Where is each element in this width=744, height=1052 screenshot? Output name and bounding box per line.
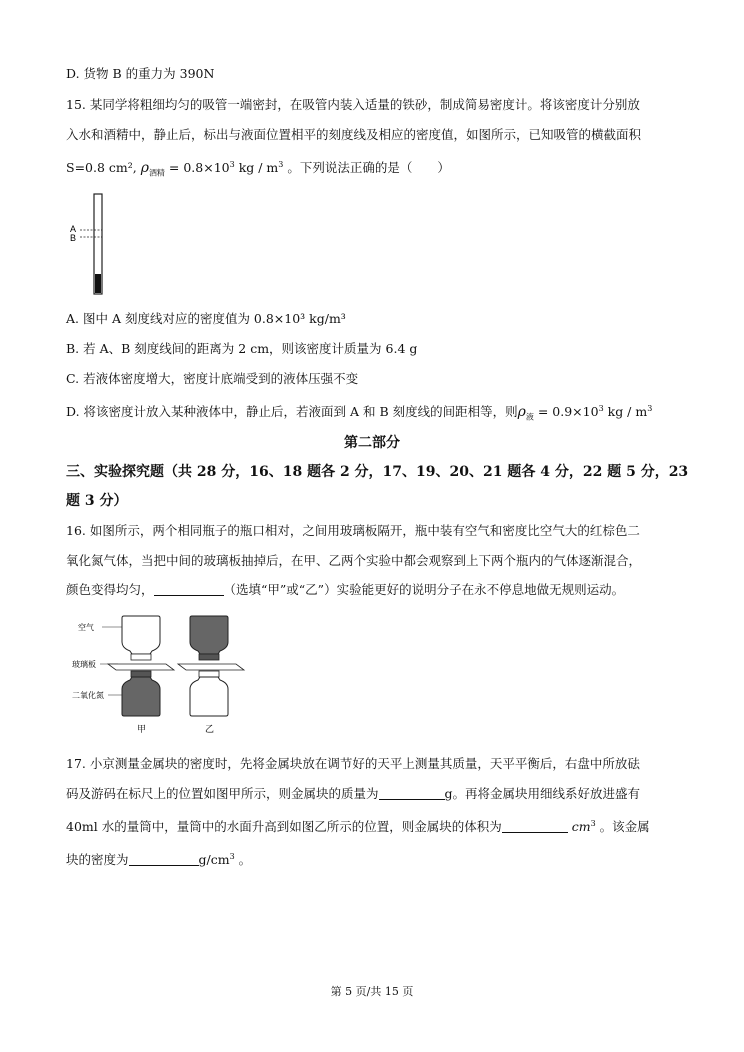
label-yi: 乙 <box>205 725 215 735</box>
q15-unit-exp: 3 <box>278 160 284 169</box>
q15-stem-line-2: 入水和酒精中，静止后，标出与液面位置相平的刻度线及相应的密度值，如图所示，已知吸管的横截面积 <box>66 127 642 142</box>
q15-option-d-value: = 0.9×10 <box>533 404 599 420</box>
q17-line-4-end: 。 <box>234 852 252 868</box>
q15-densimeter-figure <box>66 192 116 298</box>
label-jia: 甲 <box>137 725 147 735</box>
section-header-line-2: 题 3 分） <box>66 493 128 509</box>
figure-label-b: B <box>70 233 77 243</box>
q15-stem-line-3 <box>66 157 450 182</box>
q17-line-2-end: g。再将金属块用细线系好放进盛有 <box>444 786 641 801</box>
figure-label-a: A <box>70 224 77 234</box>
q17-line-3 <box>66 816 650 835</box>
mass-answer-blank[interactable] <box>379 787 445 800</box>
q15-density-unit: kg / m <box>234 160 279 176</box>
q17-line-4-start: 块的密度为 <box>66 852 129 868</box>
volume-answer-blank[interactable] <box>502 820 568 833</box>
part-title: 第二部分 <box>344 435 400 451</box>
volume-unit: cm <box>571 819 591 835</box>
page-footer: 第 5 页/共 15 页 <box>330 985 414 998</box>
rho-symbol: ρ <box>517 404 526 421</box>
q15-density-value: = 0.8×10 <box>164 160 230 176</box>
q15-option-b: B. 若 A、B 刻度线间的距离为 2 cm，则该密度计质量为 6.4 g <box>66 341 418 356</box>
section-header-line-1: 三、实验探究题（共 28 分，16、18 题各 2 分，17、19、20、21 题各 4 分，22 题 5 分，23 <box>66 464 689 480</box>
q17-line-1: 17. 小京测量金属块的密度时，先将金属块放在调节好的天平上测量其质量，天平平衡后，右盘中所放砝 <box>66 756 640 771</box>
q17-line-4 <box>66 849 251 868</box>
q15-option-c: C. 若液体密度增大，密度计底端受到的液体压强不变 <box>66 371 359 386</box>
q15-area-given: S=0.8 cm², <box>66 160 141 176</box>
density-unit-exp: 3 <box>229 852 235 861</box>
density-answer-blank[interactable] <box>129 853 199 866</box>
q17-line-2-start: 码及游码在标尺上的位置如图甲所示，则金属块的质量为 <box>66 786 379 801</box>
label-glass-plate: 玻璃板 <box>72 660 96 669</box>
volume-unit-exp: 3 <box>590 819 596 828</box>
q15-option-d-unit-exp: 3 <box>647 404 653 413</box>
q15-option-d <box>66 401 652 426</box>
q17-line-2 <box>66 786 640 802</box>
q16-line-1: 16. 如图所示，两个相同瓶子的瓶口相对，之间用玻璃板隔开，瓶中装有空气和密度比空气大的红棕色二 <box>66 523 640 538</box>
q15-question: 。下列说法正确的是（ ） <box>283 160 450 176</box>
q16-line-3-end: （选填“甲”或“乙”）实验能更好的说明分子在永不停息地做无规则运动。 <box>223 582 625 597</box>
rho-symbol: ρ <box>140 160 149 177</box>
q17-line-3-start: 40ml 水的量筒中，量筒中的水面升高到如图乙所示的位置，则金属块的体积为 <box>66 819 502 835</box>
q14-option-d: D. 货物 B 的重力为 390N <box>66 66 215 81</box>
label-air: 空气 <box>78 623 94 632</box>
q16-bottles-figure <box>70 614 250 738</box>
density-unit: g/cm <box>198 852 230 868</box>
q15-option-d-text: D. 将该密度计放入某种液体中，静止后，若液面到 A 和 B 刻度线的间距相等，则 <box>66 404 518 420</box>
q17-line-3-end: 。该金属 <box>595 819 650 835</box>
q15-stem-line-1: 15. 某同学将粗细均匀的吸管一端密封，在吸管内装入适量的铁砂，制成简易密度计。将该密度计分别放 <box>66 97 640 112</box>
q15-option-d-unit: kg / m <box>603 404 648 420</box>
q15-option-d-rho-sub: 液 <box>525 412 534 422</box>
q15-rho-sub: 酒精 <box>148 168 165 178</box>
q16-line-3-start: 颜色变得均匀， <box>66 582 154 597</box>
q15-option-a: A. 图中 A 刻度线对应的密度值为 0.8×10³ kg/m³ <box>66 311 346 326</box>
answer-blank[interactable] <box>154 583 224 596</box>
label-no2: 二氧化氮 <box>72 691 104 700</box>
q15-density-exp: 3 <box>229 160 235 169</box>
q16-line-2: 氧化氮气体，当把中间的玻璃板抽掉后，在甲、乙两个实验中都会观察到上下两个瓶内的气体逐渐混合， <box>66 553 642 568</box>
q15-option-d-exp: 3 <box>598 404 604 413</box>
q16-line-3 <box>66 582 624 598</box>
